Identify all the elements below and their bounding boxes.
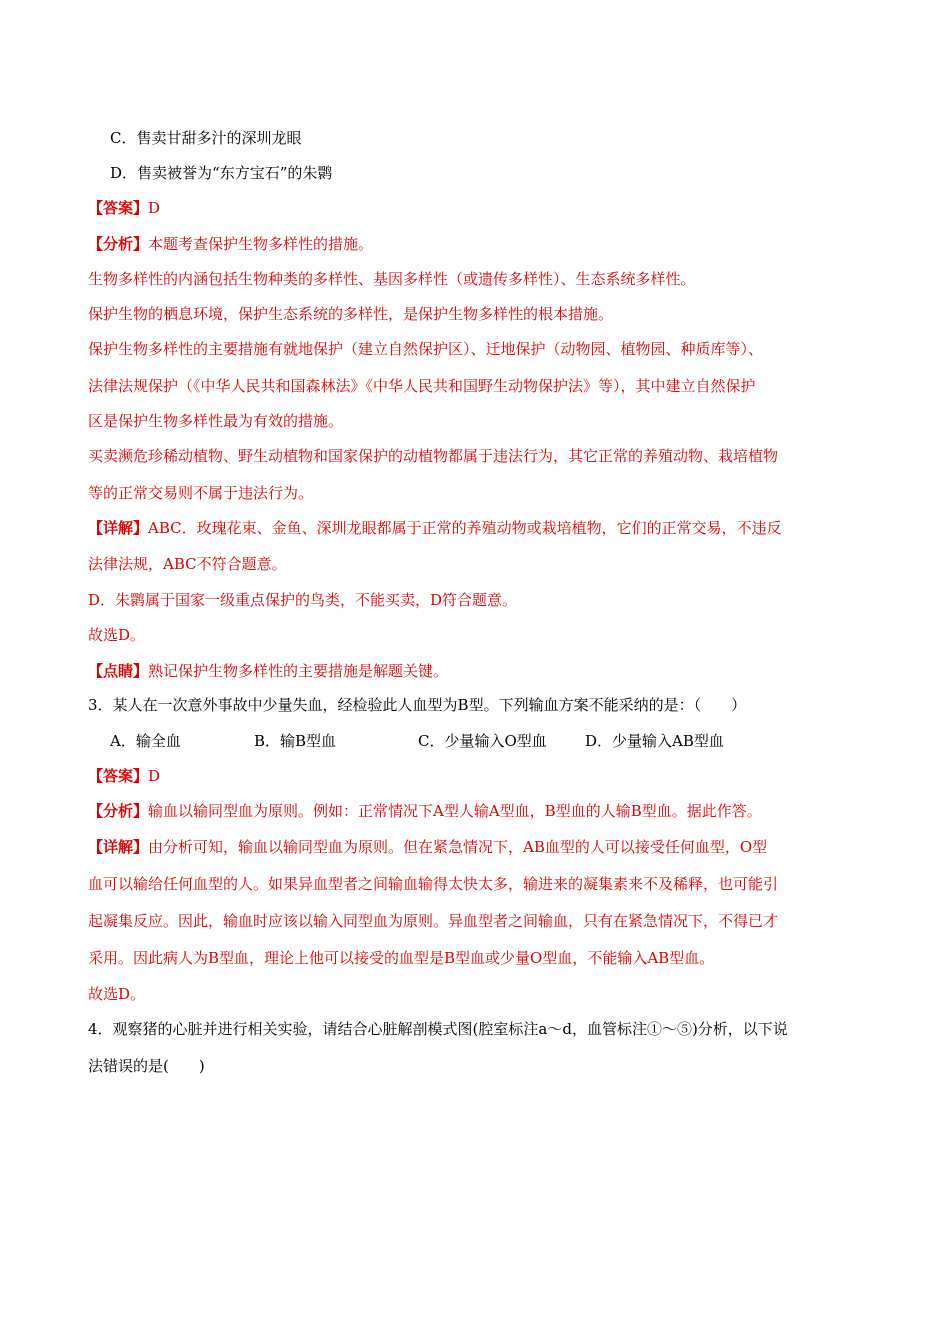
detail-tag: 【详解】 [88, 519, 149, 537]
q3-option-d: D．少量输入AB型血 [585, 732, 724, 750]
answer-tag: 【答案】 [88, 199, 149, 217]
analysis-text: 输血以输同型血为原则。例如：正常情况下A型人输A型血，B型血的人输B型血。据此作答。 [148, 802, 762, 820]
detail-line: 故选D。 [88, 985, 146, 1003]
q2-option-d: D．售卖被誉为“东方宝石”的朱鹮 [110, 164, 333, 182]
point-text: 熟记保护生物多样性的主要措施是解题关键。 [148, 662, 449, 680]
q3-option-a: A．输全血 [110, 732, 181, 750]
detail-line: ABC．玫瑰花束、金鱼、深圳龙眼都属于正常的养殖动物或栽培植物，它们的正常交易，不违反 [148, 519, 782, 537]
answer-value: D [148, 767, 161, 785]
analysis-line: 保护生物的栖息环境，保护生态系统的多样性，是保护生物多样性的根本措施。 [88, 305, 614, 323]
q3-stem: 3．某人在一次意外事故中少量失血，经检验此人血型为B型。下列输血方案不能采纳的是：（ ） [88, 696, 747, 714]
analysis-line: 本题考查保护生物多样性的措施。 [148, 235, 374, 253]
answer-value: D [148, 199, 161, 217]
analysis-line: 区是保护生物多样性最为有效的措施。 [88, 412, 344, 430]
analysis-line: 等的正常交易则不属于违法行为。 [88, 484, 314, 502]
q4-stem-line: 4．观察猪的心脏并进行相关实验，请结合心脏解剖模式图(腔室标注a～d，血管标注①～⑤)分析，以下说 [88, 1020, 788, 1038]
q4-stem-line: 法错误的是( ) [88, 1057, 205, 1075]
q3-analysis [88, 801, 762, 821]
q2-analysis [88, 234, 373, 254]
q2-answer [88, 198, 160, 218]
detail-line: D．朱鹮属于国家一级重点保护的鸟类，不能买卖，D符合题意。 [88, 591, 518, 609]
q2-detail [88, 518, 782, 538]
detail-line: 故选D。 [88, 626, 146, 644]
analysis-line: 生物多样性的内涵包括生物种类的多样性、基因多样性（或遗传多样性）、生态系统多样性。 [88, 270, 696, 288]
analysis-line: 保护生物多样性的主要措施有就地保护（建立自然保护区）、迁地保护（动物园、植物园、种质库等）、 [88, 340, 764, 358]
detail-tag: 【详解】 [88, 838, 149, 856]
q3-answer [88, 766, 160, 786]
answer-tag: 【答案】 [88, 767, 149, 785]
q3-option-b: B．输B型血 [254, 732, 337, 750]
detail-line: 法律法规，ABC不符合题意。 [88, 555, 287, 573]
detail-line: 起凝集反应。因此，输血时应该以输入同型血为原则。异血型者之间输血，只有在紧急情况下，不得已才 [88, 912, 779, 930]
analysis-tag: 【分析】 [88, 802, 149, 820]
analysis-line: 买卖濒危珍稀动植物、野生动植物和国家保护的动植物都属于违法行为，其它正常的养殖动物、栽培植物 [88, 447, 779, 465]
analysis-line: 法律法规保护（《中华人民共和国森林法》《中华人民共和国野生动物保护法》等），其中建立自然保护 [88, 377, 756, 395]
point-tag: 【点睛】 [88, 662, 149, 680]
detail-line: 采用。因此病人为B型血，理论上他可以接受的血型是B型血或少量O型血，不能输入AB型血。 [88, 949, 715, 967]
detail-line: 由分析可知，输血以输同型血为原则。但在紧急情况下，AB血型的人可以接受任何血型，O型 [148, 838, 768, 856]
q2-option-c: C．售卖甘甜多汁的深圳龙眼 [110, 129, 302, 147]
q3-detail [88, 837, 767, 857]
detail-line: 血可以输给任何血型的人。如果异血型者之间输血输得太快太多，输进来的凝集素来不及稀释，也可能引 [88, 875, 779, 893]
q2-point [88, 661, 448, 681]
q3-option-c: C．少量输入O型血 [418, 732, 547, 750]
analysis-tag: 【分析】 [88, 235, 149, 253]
